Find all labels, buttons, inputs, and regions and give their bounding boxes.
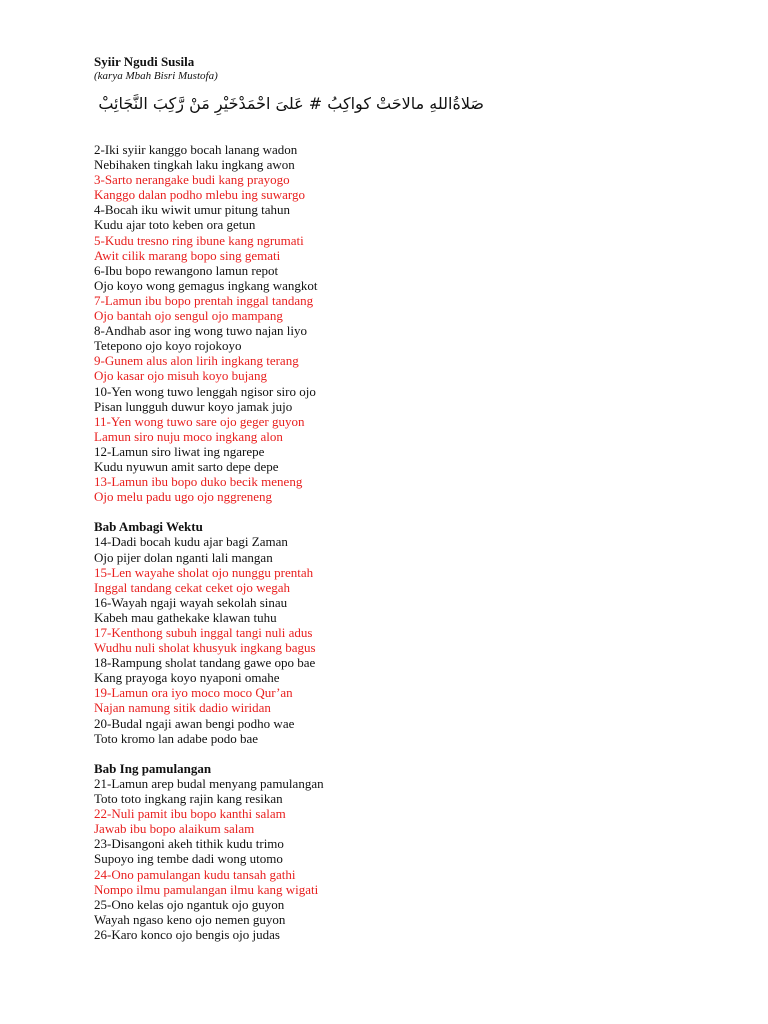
verse-line: Nompo ilmu pamulangan ilmu kang wigati: [94, 881, 319, 897]
verse-line: 12-Lamun siro liwat ing ngarepe: [94, 443, 265, 459]
document-subtitle: (karya Mbah Bisri Mustofa): [94, 70, 218, 82]
verse-line: 8-Andhab asor ing wong tuwo najan liyo: [94, 323, 308, 339]
verse-line: 15-Len wayahe sholat ojo nunggu prentah: [94, 564, 314, 580]
verse-line: Ojo kasar ojo misuh koyo bujang: [94, 368, 267, 384]
document-title: Syiir Ngudi Susila: [94, 54, 195, 69]
verse-line: Awit cilik marang bopo sing gemati: [94, 247, 281, 263]
verse-line: 13-Lamun ibu bopo duko becik meneng: [94, 474, 303, 490]
verse-line: 7-Lamun ibu bopo prentah inggal tandang: [94, 292, 314, 308]
verse-line: 11-Yen wong tuwo sare ojo geger guyon: [94, 413, 305, 429]
verse-line: Ojo bantah ojo sengul ojo mampang: [94, 308, 283, 324]
verse-line: 25-Ono kelas ojo ngantuk ojo guyon: [94, 896, 285, 912]
verse-line: 4-Bocah iku wiwit umur pitung tahun: [94, 202, 291, 218]
verse-line: Ojo melu padu ugo ojo nggreneng: [94, 489, 272, 505]
verse-line: 3-Sarto nerangake budi kang prayogo: [94, 172, 290, 188]
verse-line: Ojo koyo wong gemagus ingkang wangkot: [94, 277, 318, 293]
verse-line: Pisan lungguh duwur koyo jamak jujo: [94, 398, 293, 414]
verse-line: 16-Wayah ngaji wayah sekolah sinau: [94, 594, 288, 610]
verse-line: 14-Dadi bocah kudu ajar bagi Zaman: [94, 534, 288, 550]
verse-line: 19-Lamun ora iyo moco moco Qur’an: [94, 685, 293, 701]
verse-line: 17-Kenthong subuh inggal tangi nuli adus: [94, 625, 313, 640]
arabic-verse: صَلاةُاللهِ مالاحَتْ كواكِبُ # عَلىَ احْمَدْخَيْرِ مَنْ رَّكِبَ النَّجَائِبْ: [98, 94, 484, 113]
verse-line: Kudu ajar toto keben ora getun: [94, 217, 256, 233]
verse-line: 24-Ono pamulangan kudu tansah gathi: [94, 866, 296, 882]
verse-line: 21-Lamun arep budal menyang pamulangan: [94, 775, 324, 791]
verse-line: 2-Iki syiir kanggo bocah lanang wadon: [94, 142, 298, 157]
verse-line: 6-Ibu bopo rewangono lamun repot: [94, 262, 279, 278]
verse-line: Wudhu nuli sholat khusyuk ingkang bagus: [94, 640, 316, 656]
verse-line: Toto kromo lan adabe podo bae: [94, 730, 259, 746]
verse-line: Ojo pijer dolan nganti lali mangan: [94, 549, 273, 565]
verse-line: Nebihaken tingkah laku ingkang awon: [94, 157, 295, 173]
blank-line: [94, 746, 694, 761]
verse-line: 9-Gunem alus alon lirih ingkang terang: [94, 353, 299, 369]
verse-line: 23-Disangoni akeh tithik kudu trimo: [94, 836, 284, 852]
verse-line: 20-Budal ngaji awan bengi podho wae: [94, 715, 295, 731]
verse-line: Jawab ibu bopo alaikum salam: [94, 821, 255, 837]
verse-line: 5-Kudu tresno ring ibune kang ngrumati: [94, 232, 304, 248]
verse-line: Kabeh mau gathekake klawan tuhu: [94, 609, 277, 625]
section-heading: Bab Ing pamulangan: [94, 760, 212, 776]
verse-line: Lamun siro nuju moco ingkang alon: [94, 428, 283, 444]
section-heading: Bab Ambagi Wektu: [94, 519, 203, 535]
verse-line: Wayah ngaso keno ojo nemen guyon: [94, 911, 286, 927]
blank-line: [94, 504, 694, 519]
verse-line: Supoyo ing tembe dadi wong utomo: [94, 851, 283, 867]
verse-line: Kudu nyuwun amit sarto depe depe: [94, 458, 279, 474]
verse-line: Kang prayoga koyo nyaponi omahe: [94, 670, 280, 686]
verse-list: [94, 142, 694, 942]
verse-line: Inggal tandang cekat ceket ojo wegah: [94, 579, 290, 595]
verse-line: 26-Karo konco ojo bengis ojo judas: [94, 926, 280, 942]
verse-line: Najan namung sitik dadio wiridan: [94, 700, 271, 716]
verse-line: 22-Nuli pamit ibu bopo kanthi salam: [94, 806, 286, 822]
verse-line: Toto toto ingkang rajin kang resikan: [94, 791, 283, 807]
verse-line: Kanggo dalan podho mlebu ing suwargo: [94, 187, 305, 203]
verse-line: 10-Yen wong tuwo lenggah ngisor siro ojo: [94, 383, 316, 399]
verse-line: 18-Rampung sholat tandang gawe opo bae: [94, 655, 316, 671]
verse-line: Tetepono ojo koyo rojokoyo: [94, 338, 242, 354]
